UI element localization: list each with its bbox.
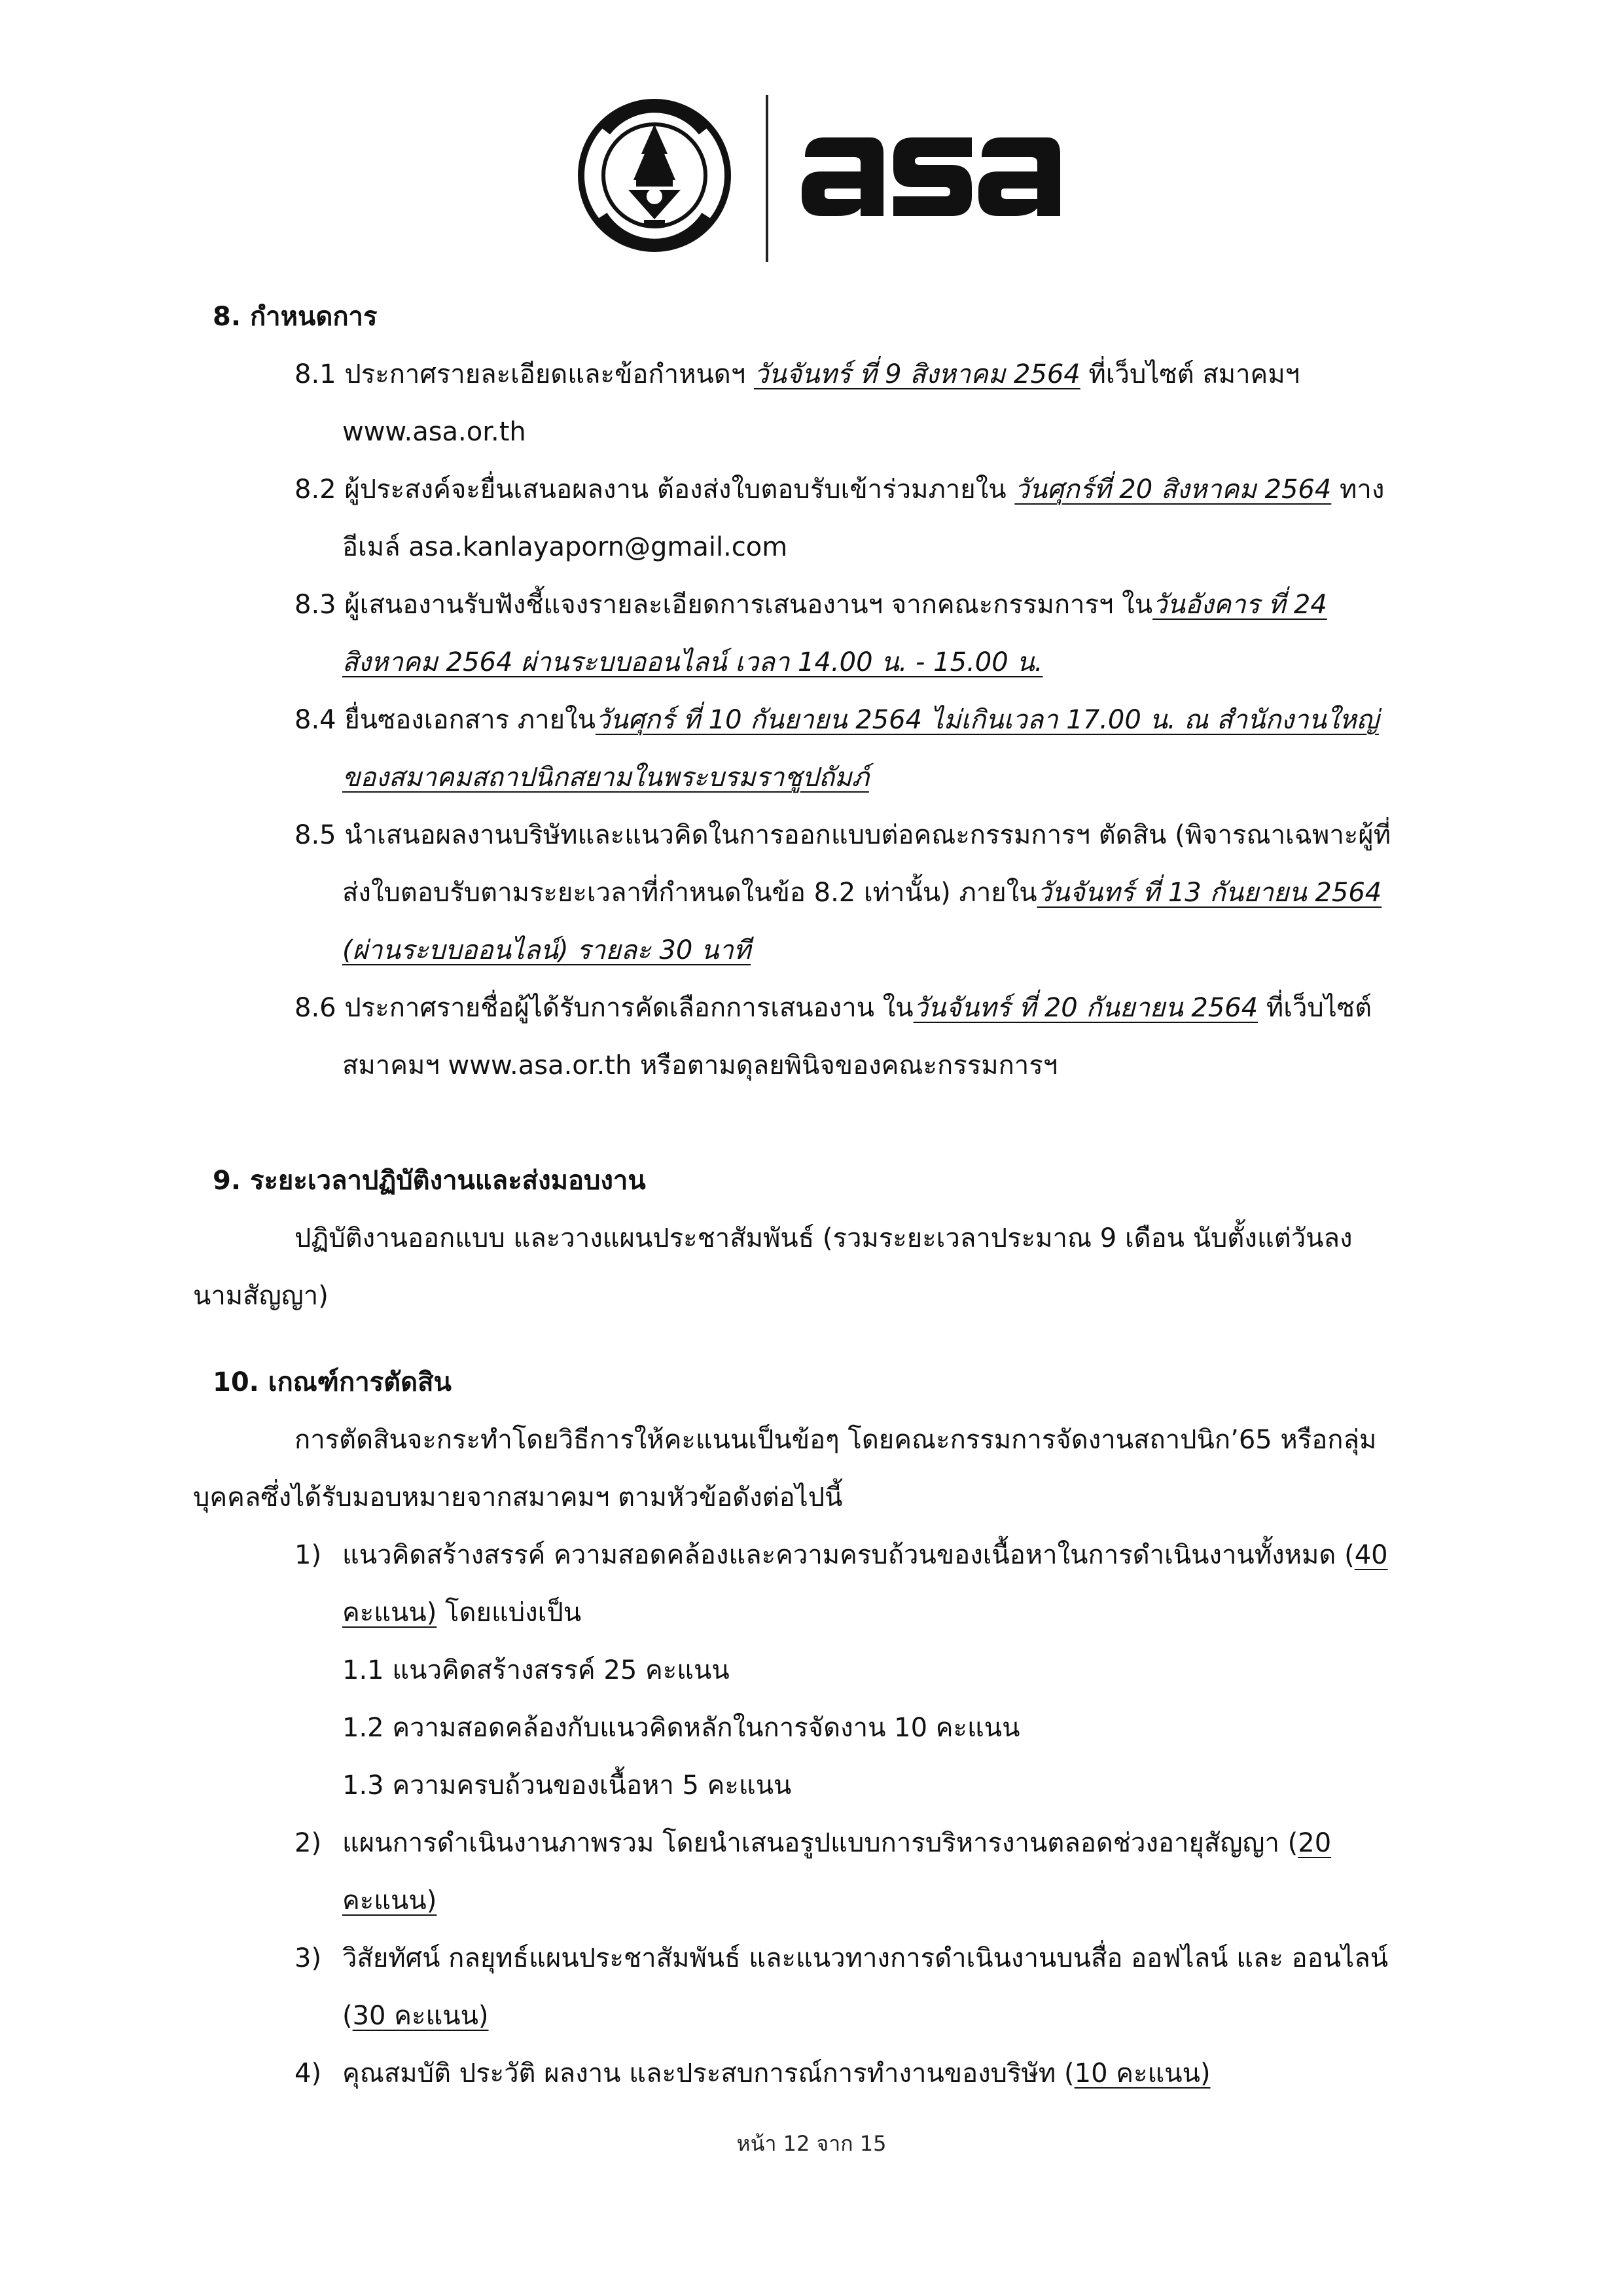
section-9-heading: 9. ระยะเวลาปฏิบัติงานและส่งมอบงาน	[213, 1166, 646, 1196]
section-10-para-line1: การตัดสินจะกระทำโดยวิธีการให้คะแนนเป็นข้อๆ โดยคณะกรรมการจัดงานสถาปนิก’65 หรือกลุ่ม	[294, 1425, 1377, 1455]
criterion-1-sub-2: 1.2 ความสอดคล้องกับแนวคิดหลักในการจัดงาน 10 คะแนน	[342, 1713, 1020, 1743]
criterion-3-line2: (30 คะแนน)	[342, 2001, 489, 2031]
item-8-1-line2: www.asa.or.th	[342, 417, 526, 447]
criterion-4-number: 4)	[294, 2058, 322, 2089]
item-8-5-line3: (ผ่านระบบออนไลน์) รายละ 30 นาที	[342, 935, 751, 965]
page-number: หน้า 12 จาก 15	[736, 2131, 887, 2156]
item-8-5-line2: ส่งใบตอบรับตามระยะเวลาที่กำหนดในข้อ 8.2 เท่านั้น) ภายในวันจันทร์ ที่ 13 กันยายน 2564	[342, 878, 1382, 908]
criterion-3-number: 3)	[294, 1943, 322, 1973]
section-10-heading: 10. เกณฑ์การตัดสิน	[213, 1367, 452, 1397]
logo-divider	[766, 95, 768, 262]
item-8-6-line1: 8.6 ประกาศรายชื่อผู้ได้รับการคัดเลือกการเสนองาน ในวันจันทร์ ที่ 20 กันยายน 2564 ที่เว็บไซต์	[294, 993, 1372, 1023]
header-logos	[576, 85, 1060, 275]
item-8-2-line2: อีเมล์ asa.kanlayaporn@gmail.com	[342, 532, 788, 562]
item-8-3-line2: สิงหาคม 2564 ผ่านระบบออนไลน์ เวลา 14.00 น. - 15.00 น.	[342, 647, 1043, 677]
item-8-4-line2: ของสมาคมสถาปนิกสยามในพระบรมราชูปถัมภ์	[342, 762, 869, 793]
item-8-6-line2: สมาคมฯ www.asa.or.th หรือตามดุลยพินิจของคณะกรรมการฯ	[342, 1050, 1058, 1081]
criterion-1-number: 1)	[294, 1540, 322, 1570]
criterion-2-line1: แผนการดำเนินงานภาพรวม โดยนำเสนอรูปแบบการบริหารงานตลอดช่วงอายุสัญญา (20	[342, 1828, 1332, 1858]
item-8-1-line1: 8.1 ประกาศรายละเอียดและข้อกำหนดฯ วันจันทร์ ที่ 9 สิงหาคม 2564 ที่เว็บไซต์ สมาคมฯ	[294, 359, 1300, 389]
criterion-2-line2: คะแนน)	[342, 1886, 437, 1916]
item-8-2-line1: 8.2 ผู้ประสงค์จะยื่นเสนอผลงาน ต้องส่งใบตอบรับเข้าร่วมภายใน วันศุกร์ที่ 20 สิงหาคม 2564 ทาง	[294, 475, 1385, 505]
asa-seal-logo	[576, 92, 733, 262]
section-8-heading: 8. กำหนดการ	[213, 302, 378, 332]
criterion-4-line1: คุณสมบัติ ประวัติ ผลงาน และประสบการณ์การทำงานของบริษัท (10 คะแนน)	[342, 2058, 1211, 2089]
item-8-4-line1: 8.4 ยื่นซองเอกสาร ภายในวันศุกร์ ที่ 10 กันยายน 2564 ไม่เกินเวลา 17.00 น. ณ สำนักงานใหญ่	[294, 705, 1379, 735]
criterion-1-sub-1: 1.1 แนวคิดสร้างสรรค์ 25 คะแนน	[342, 1655, 730, 1685]
criterion-3-line1: วิสัยทัศน์ กลยุทธ์แผนประชาสัมพันธ์ และแนวทางการดำเนินงานบนสื่อ ออฟไลน์ และ ออนไลน์	[342, 1943, 1389, 1973]
criterion-1-sub-3: 1.3 ความครบถ้วนของเนื้อหา 5 คะแนน	[342, 1770, 792, 1801]
item-8-5-line1: 8.5 นำเสนอผลงานบริษัทและแนวคิดในการออกแบบต่อคณะกรรมการฯ ตัดสิน (พิจารณาเฉพาะผู้ที่	[294, 820, 1391, 850]
criterion-1-line2: คะแนน) โดยแบ่งเป็น	[342, 1598, 582, 1628]
criterion-1-line1: แนวคิดสร้างสรรค์ ความสอดคล้องและความครบถ้วนของเนื้อหาในการดำเนินงานทั้งหมด (40	[342, 1540, 1388, 1570]
section-9-para-line1: ปฏิบัติงานออกแบบ และวางแผนประชาสัมพันธ์ (รวมระยะเวลาประมาณ 9 เดือน นับตั้งแต่วันลง	[294, 1223, 1353, 1253]
section-10-para-line2: บุคคลซึ่งได้รับมอบหมายจากสมาคมฯ ตามหัวข้อดังต่อไปนี้	[193, 1482, 843, 1513]
criterion-2-number: 2)	[294, 1828, 322, 1858]
asa-wordmark-logo	[798, 131, 1060, 223]
section-9-para-line2: นามสัญญา)	[193, 1281, 329, 1311]
item-8-3-line1: 8.3 ผู้เสนองานรับฟังชี้แจงรายละเอียดการเสนองานฯ จากคณะกรรมการฯ ในวันอังคาร ที่ 24	[294, 590, 1327, 620]
